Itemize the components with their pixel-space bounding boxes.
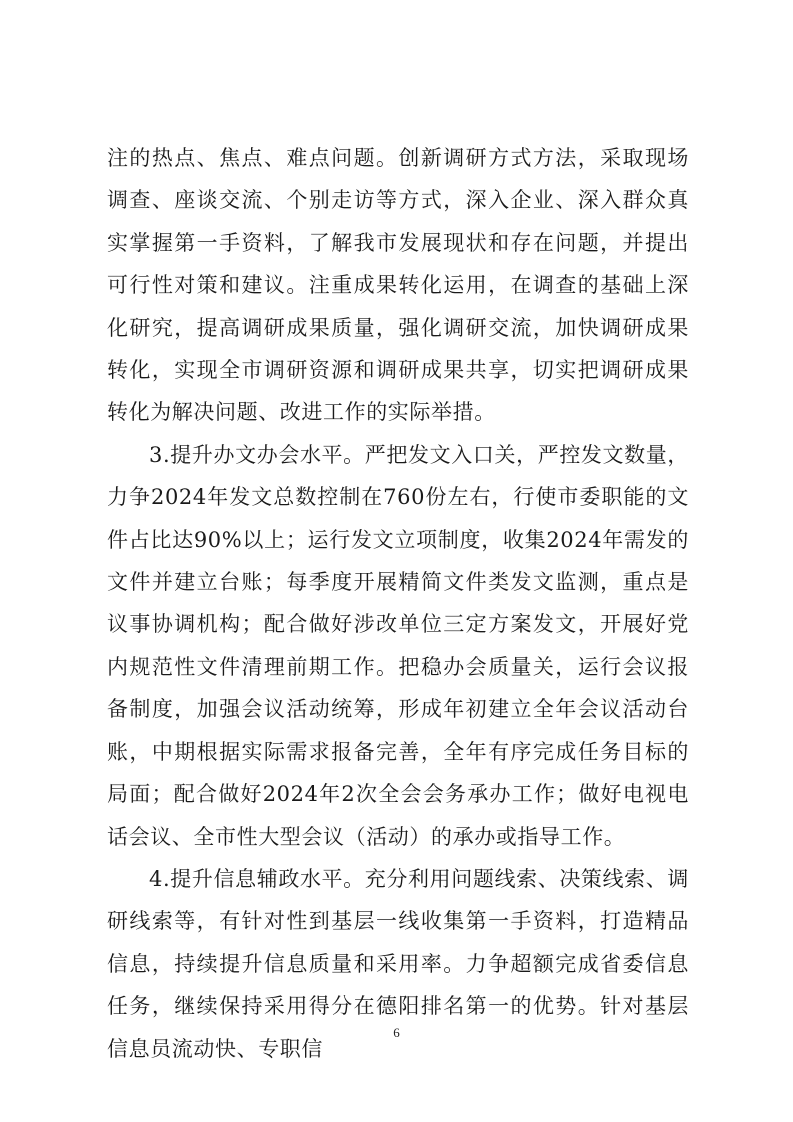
paragraph-document-meeting-handling: 3.提升办文办会水平。严把发文入口关，严控发文数量，力争2024年发文总数控制在760份左右，行使市委职能的文件占比达90%以上；运行发文立项制度，收集2024年需发的文件并建立台账；每季度开展精简文件类发文监测，重点是议事协调机构；配合做好涉改单位三定方案发文，开展好党内规范性文件清理前期工作。把稳办会质量关，运行会议报备制度，加强会议活动统筹，形成年初建立全年会议活动台账，中期根据实际需求报备完善，全年有序完成任务目标的局面；配合做好2024年2次全会会务承办工作；做好电视电话会议、全市性大型会议（活动）的承办或指导工作。 <box>107 442 689 849</box>
document-body <box>107 137 689 1070</box>
paragraph-information-support: 4.提升信息辅政水平。充分利用问题线索、决策线索、调研线索等，有针对性到基层一线收集第一手资料，打造精品信息，持续提升信息质量和采用率。力争超额完成省委信息任务，继续保持采用得分在德阳排名第一的优势。针对基层信息员流动快、专职信 <box>107 866 689 1061</box>
paragraph-research-continued: 注的热点、焦点、难点问题。创新调研方式方法，采取现场调查、座谈交流、个别走访等方式，深入企业、深入群众真实掌握第一手资料，了解我市发展现状和存在问题，并提出可行性对策和建议。注重成果转化运用，在调查的基础上深化研究，提高调研成果质量，强化调研交流，加快调研成果转化，实现全市调研资源和调研成果共享，切实把调研成果转化为解决问题、改进工作的实际举措。 <box>107 146 689 425</box>
page-number: 6 <box>393 1025 400 1040</box>
